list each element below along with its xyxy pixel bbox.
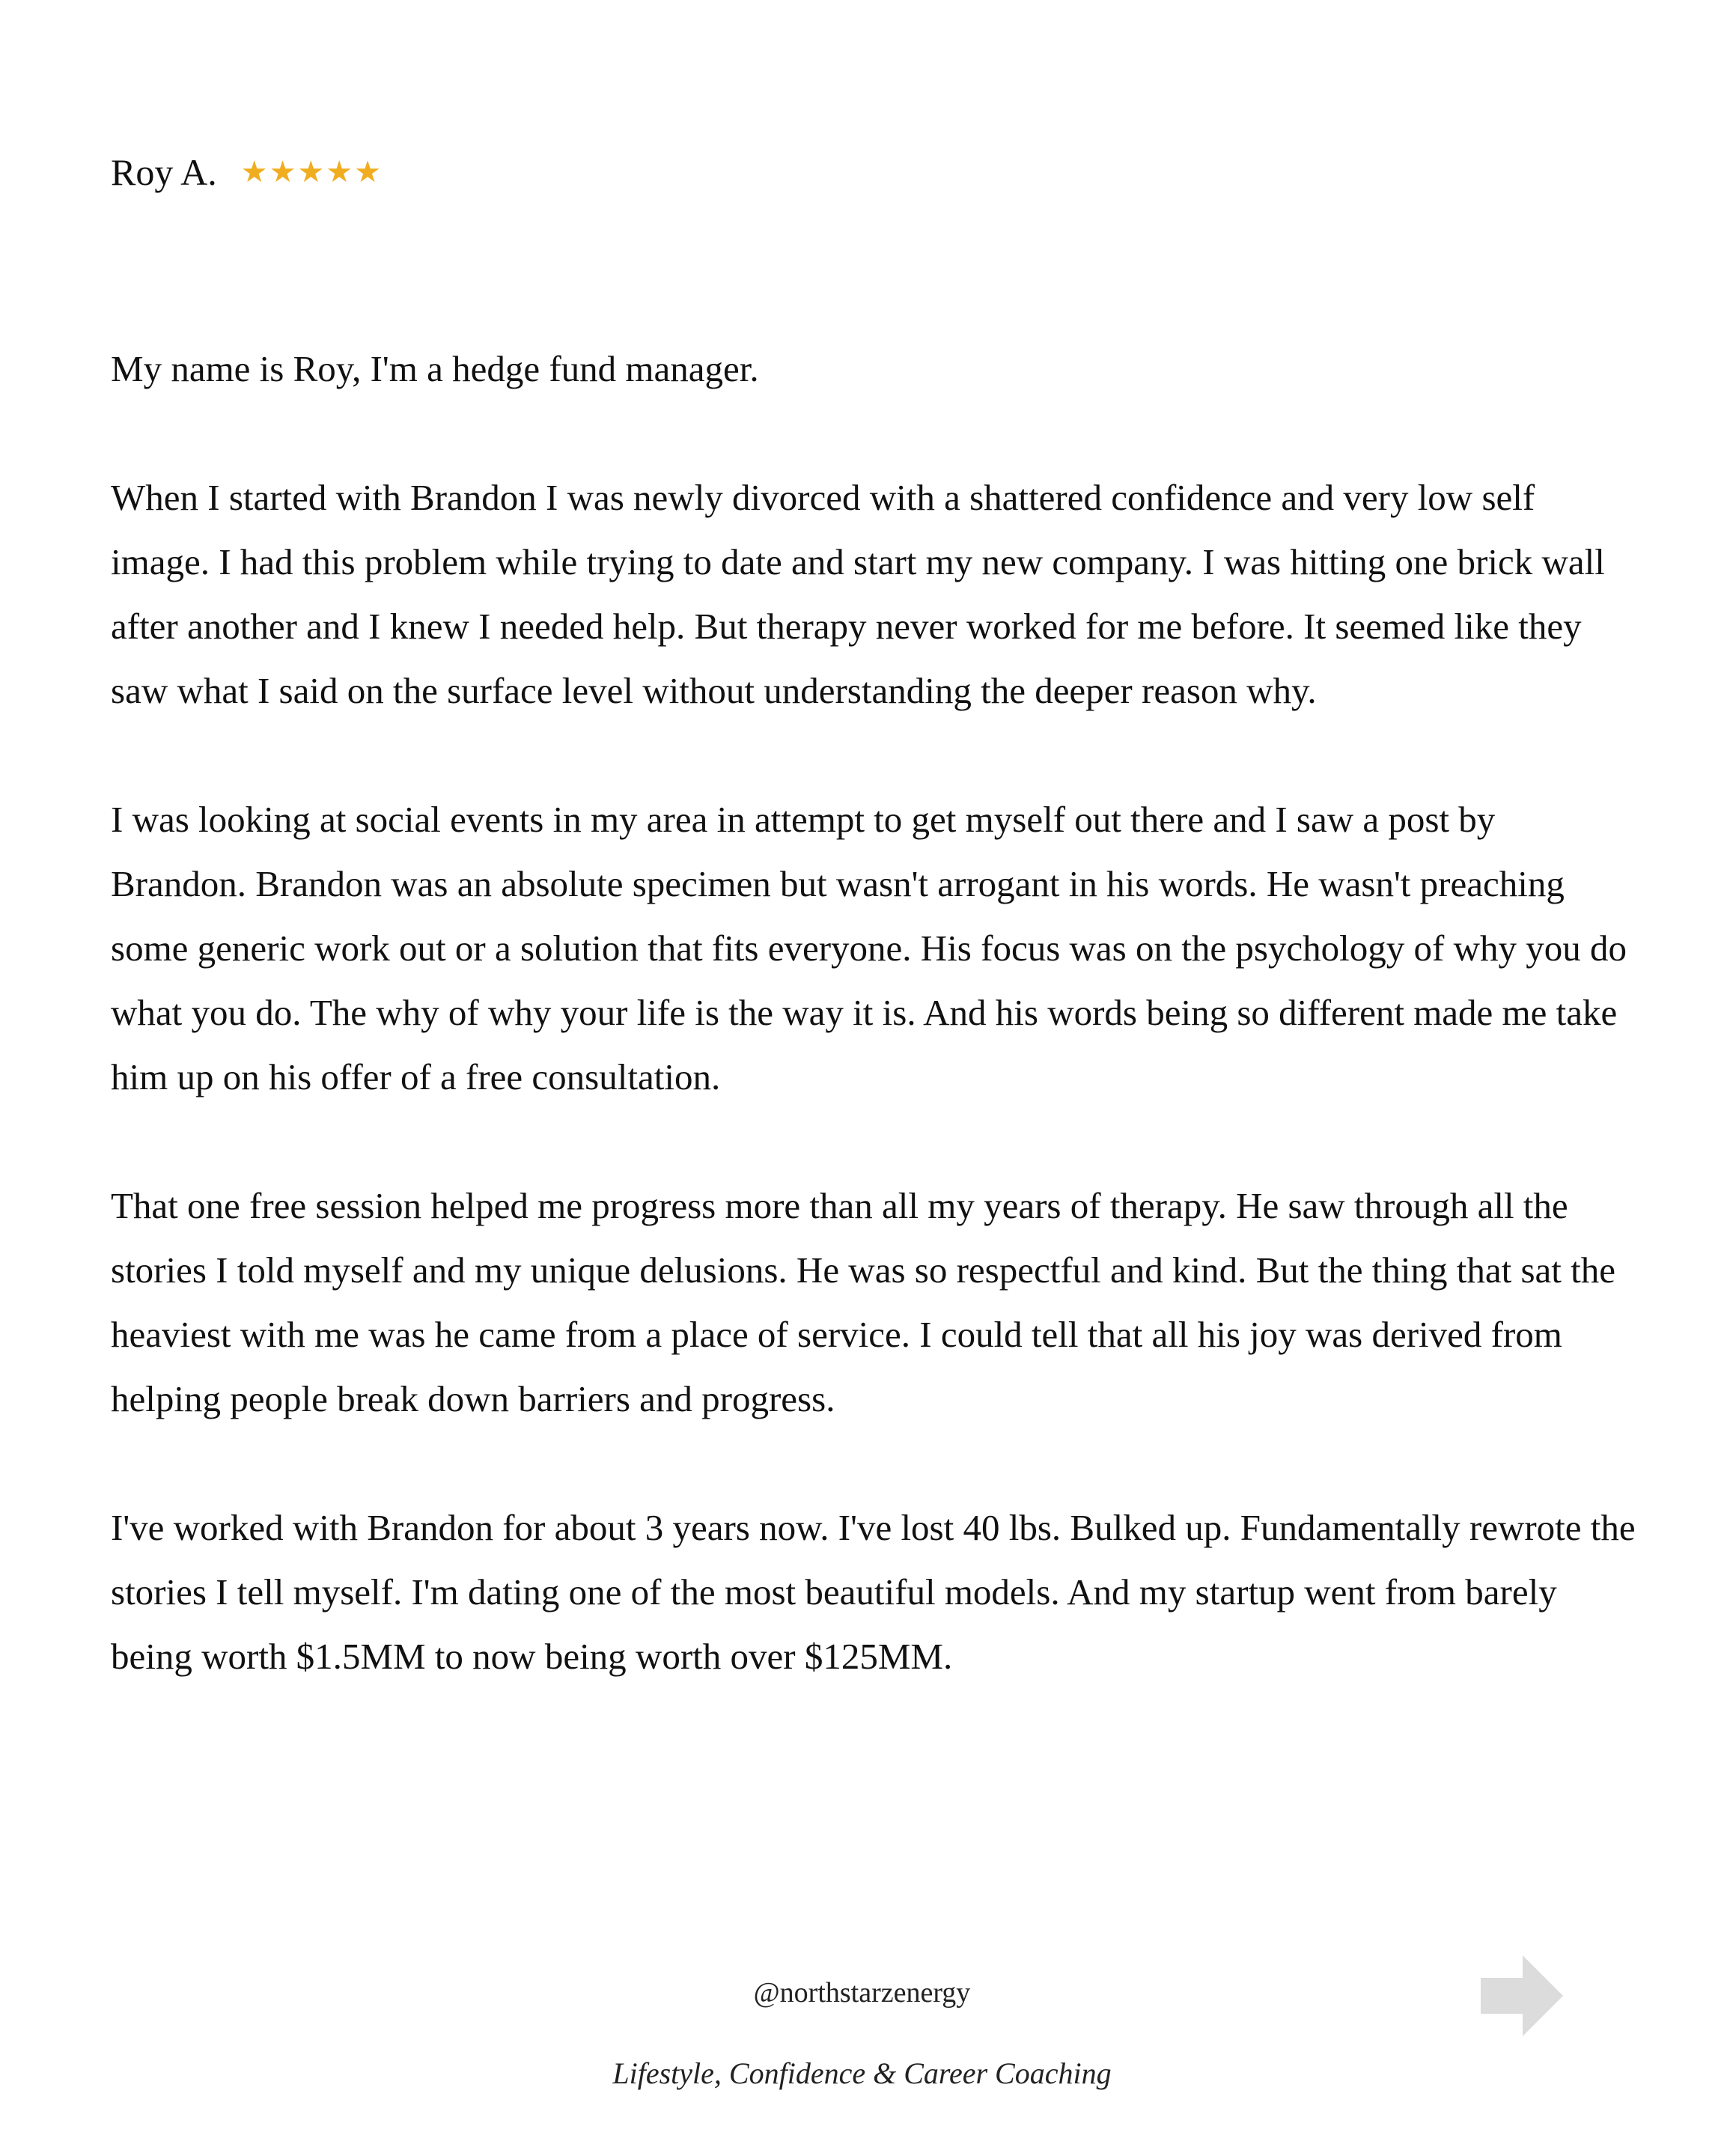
star-icon: ★ xyxy=(326,155,353,189)
review-paragraph: My name is Roy, I'm a hedge fund manager. xyxy=(111,348,759,389)
star-icon: ★ xyxy=(269,155,296,189)
star-rating xyxy=(241,142,381,202)
review-header xyxy=(111,142,381,202)
review-paragraph: I've worked with Brandon for about 3 years now. I've lost 40 lbs. Bulked up. Fundamentally rewrote the stories I tell myself. I'm dating one of the most beautiful models. And my startup went from barely being worth $1.5MM to now being worth over $125MM. xyxy=(111,1507,1636,1677)
review-paragraph: When I started with Brandon I was newly divorced with a shattered confidence and very low self image. I had this problem while trying to date and start my new company. I was hitting one brick wall after another and I knew I needed help. But therapy never worked for me before. It seemed like they saw what I said on the surface level without understanding the deeper reason why. xyxy=(111,477,1605,711)
reviewer-name: Roy A. xyxy=(111,151,217,193)
social-handle: @northstarzenergy xyxy=(753,1977,971,2009)
brand-tagline: Lifestyle, Confidence & Career Coaching xyxy=(612,2056,1112,2090)
star-icon: ★ xyxy=(240,155,268,189)
arrow-right-icon[interactable] xyxy=(1481,1955,1563,2036)
arrow-shape xyxy=(1481,1955,1563,2036)
star-icon: ★ xyxy=(354,155,381,189)
review-paragraph: I was looking at social events in my area in attempt to get myself out there and I saw a post by Brandon. Brandon was an absolute specimen but wasn't arrogant in his words. He wasn't preaching some generic work out or a solution that fits everyone. His focus was on the psychology of why you do what you do. The why of why your life is the way it is. And his words being so different made me take him up on his offer of a free consultation. xyxy=(111,799,1627,1097)
review-body xyxy=(111,337,1638,1753)
star-icon: ★ xyxy=(297,155,325,189)
review-paragraph: That one free session helped me progress more than all my years of therapy. He saw through all the stories I told myself and my unique delusions. He was so respectful and kind. But the thing that sat the heaviest with me was he came from a place of service. I could tell that all his joy was derived from helping people break down barriers and progress. xyxy=(111,1185,1616,1419)
